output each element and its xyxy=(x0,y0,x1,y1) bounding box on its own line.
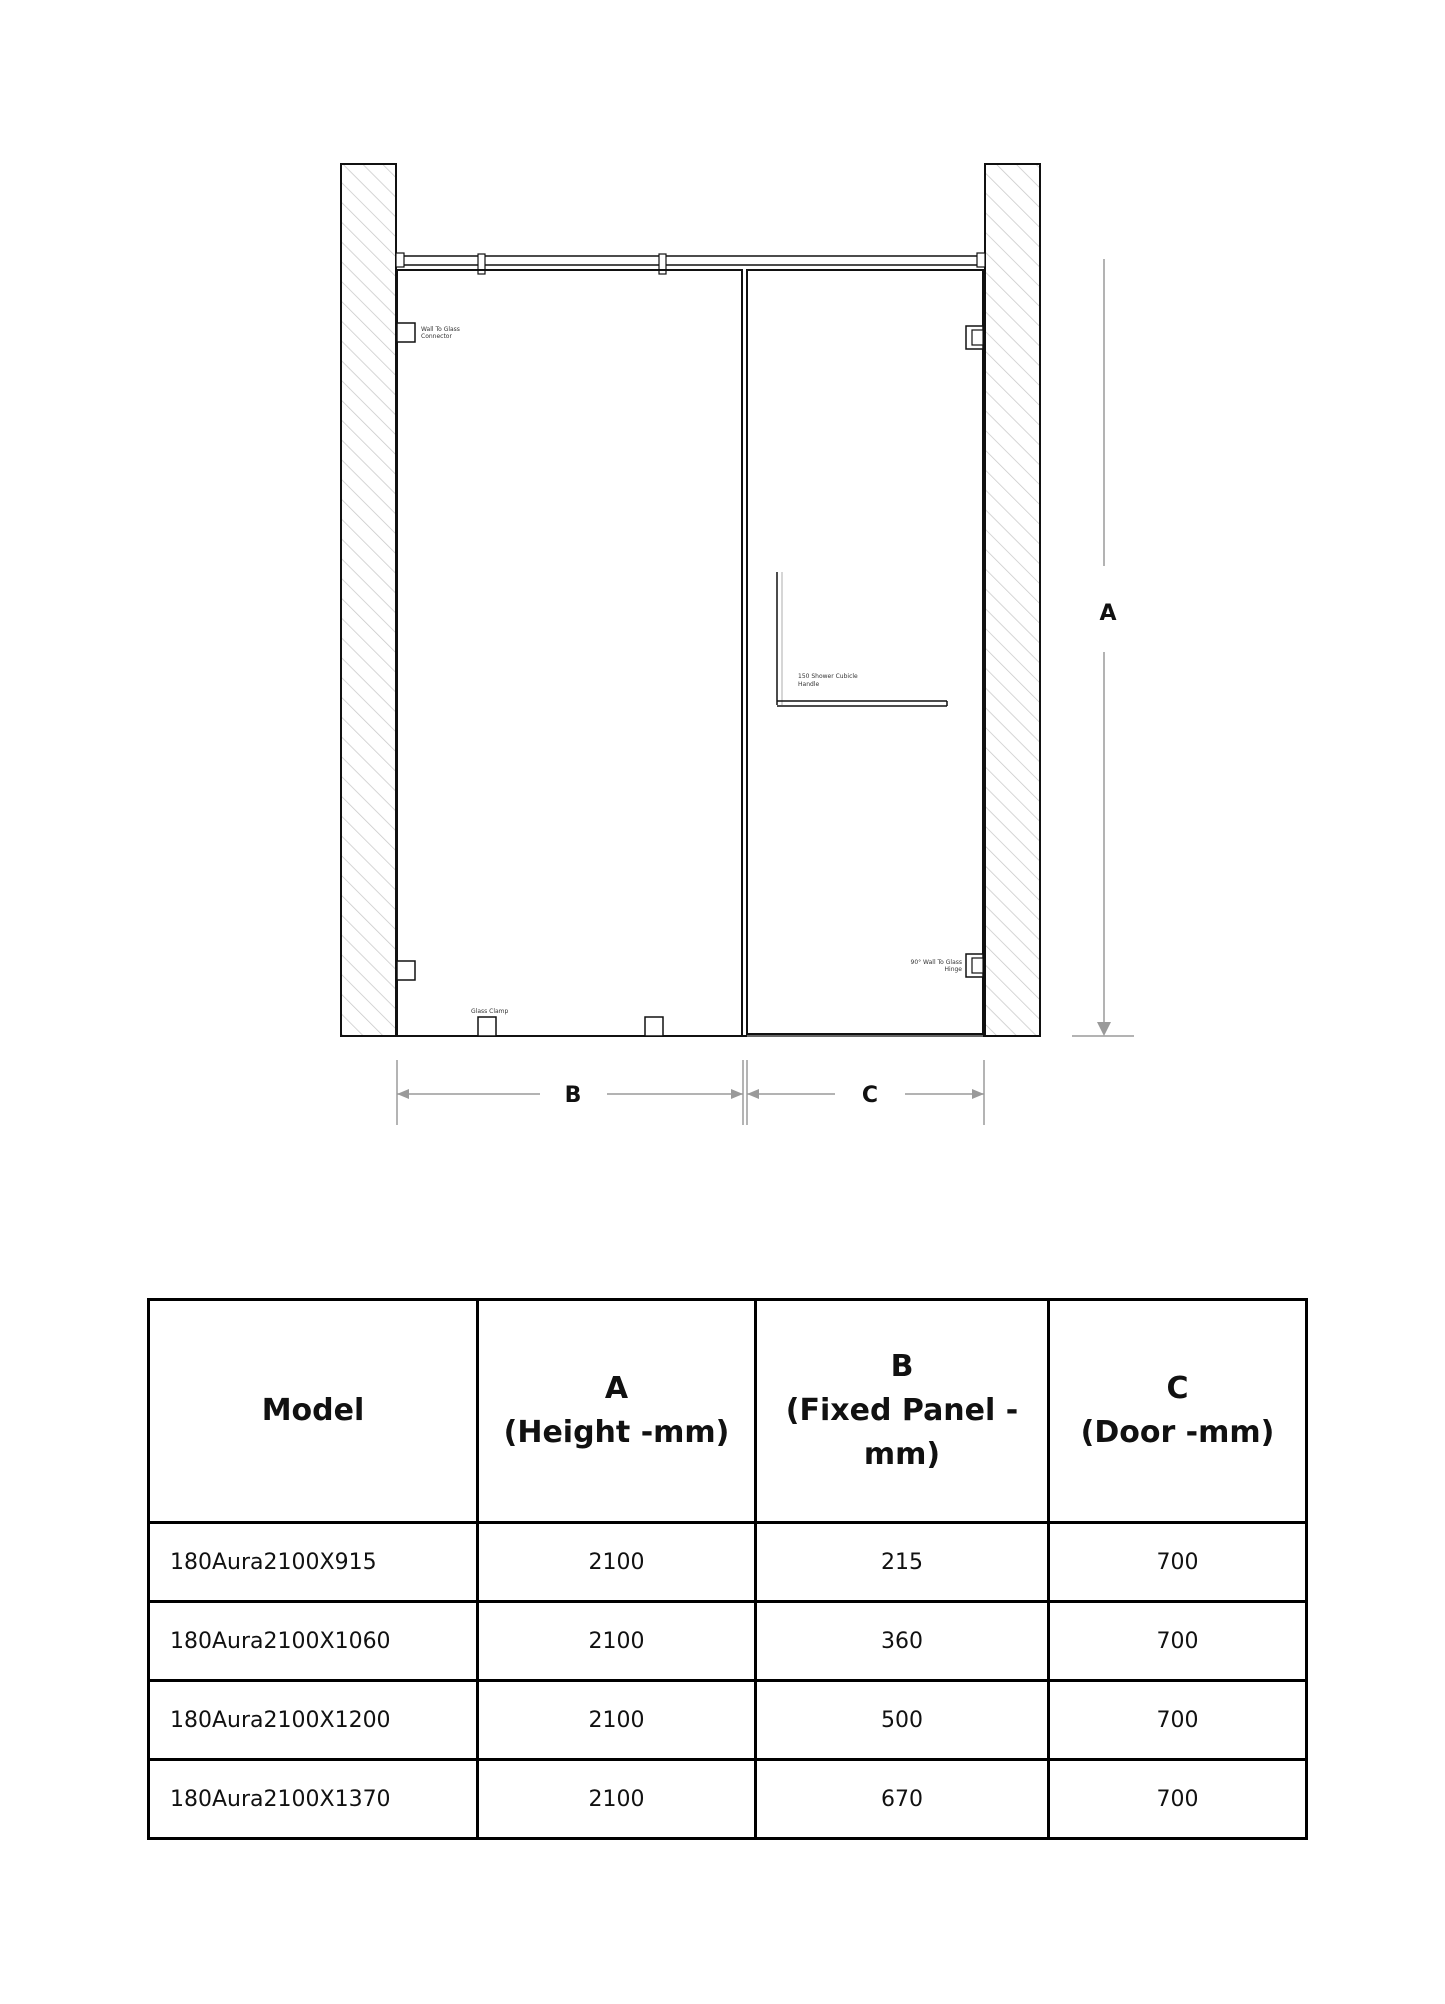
fixed-panel-cell: 500 xyxy=(756,1681,1049,1760)
specifications-table xyxy=(147,1298,1308,1840)
dimension-b-label: B xyxy=(564,1083,582,1108)
header-fixed-panel: B (Fixed Panel - mm) xyxy=(756,1300,1049,1523)
door-cell: 700 xyxy=(1049,1523,1307,1602)
fixed-panel-cell: 215 xyxy=(756,1523,1049,1602)
header-model: Model xyxy=(149,1300,478,1523)
wall-connector-callout-line2: Connector xyxy=(421,333,452,340)
door-cell: 700 xyxy=(1049,1760,1307,1839)
model-cell: 180Aura2100X915 xyxy=(149,1523,478,1602)
hinge-callout-line2: Hinge xyxy=(944,966,962,973)
wall-connector-bottom xyxy=(397,961,415,980)
door-cell: 700 xyxy=(1049,1681,1307,1760)
left-wall xyxy=(341,164,396,1036)
handle-callout-line2: Handle xyxy=(798,681,820,688)
hinge-callout-line1: 90° Wall To Glass xyxy=(910,959,962,966)
table-row xyxy=(149,1681,1307,1760)
right-wall xyxy=(985,164,1040,1036)
handle-callout-line1: 150 Shower Cubicle xyxy=(798,673,858,680)
dimension-c-label: C xyxy=(861,1083,879,1108)
glass-clamp-right xyxy=(645,1017,663,1036)
height-cell: 2100 xyxy=(478,1602,756,1681)
wall-connector-callout-line1: Wall To Glass xyxy=(421,326,460,333)
table-row xyxy=(149,1523,1307,1602)
model-cell: 180Aura2100X1370 xyxy=(149,1760,478,1839)
fixed-panel-cell: 670 xyxy=(756,1760,1049,1839)
hinge-bottom xyxy=(966,954,983,977)
dimension-a xyxy=(1072,259,1134,1036)
model-cell: 180Aura2100X1200 xyxy=(149,1681,478,1760)
header-door: C (Door -mm) xyxy=(1049,1300,1307,1523)
glass-clamp-left xyxy=(478,1017,496,1036)
height-cell: 2100 xyxy=(478,1681,756,1760)
hinge-top xyxy=(966,326,983,349)
height-cell: 2100 xyxy=(478,1760,756,1839)
dimension-a-label: A xyxy=(1099,601,1117,626)
fixed-panel-cell: 360 xyxy=(756,1602,1049,1681)
wall-connector-top xyxy=(397,323,415,342)
model-cell: 180Aura2100X1060 xyxy=(149,1602,478,1681)
fixed-panel xyxy=(397,270,742,1036)
table-header-row xyxy=(149,1300,1307,1523)
glass-clamp-callout: Glass Clamp xyxy=(471,1008,509,1015)
header-height: A (Height -mm) xyxy=(478,1300,756,1523)
height-cell: 2100 xyxy=(478,1523,756,1602)
table-row xyxy=(149,1760,1307,1839)
table-row xyxy=(149,1602,1307,1681)
door-cell: 700 xyxy=(1049,1602,1307,1681)
